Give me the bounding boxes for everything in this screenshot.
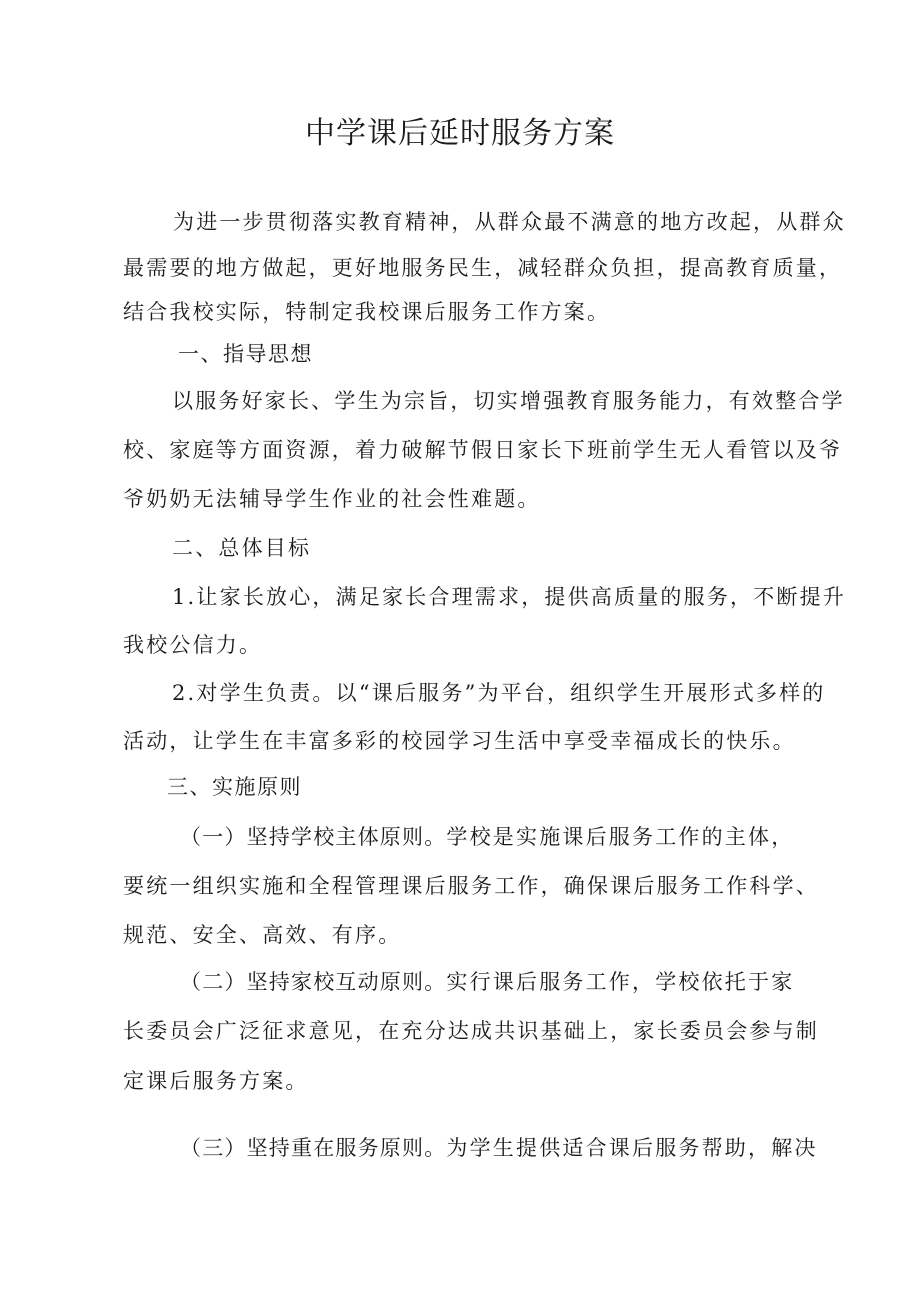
principle-1-line-3: 规范、安全、高效、有序。 bbox=[123, 923, 402, 947]
intro-line-2: 最需要的地方做起，更好地服务民生，减轻群众负担，提高教育质量， bbox=[123, 256, 843, 280]
intro-line-1: 为进一步贯彻落实教育精神，从群众最不满意的地方改起，从群众 bbox=[173, 210, 846, 234]
principle-1-text: 学校是实施课后服务工作的主体， bbox=[446, 825, 795, 849]
principle-2-heading: （二）坚持家校互动原则。 bbox=[180, 970, 447, 994]
section-1-line-2: 校、家庭等方面资源，着力破解节假日家长下班前学生无人看管以及爷 bbox=[123, 438, 843, 462]
goal-1-line-2: 我校公信力。 bbox=[123, 633, 263, 657]
goal-2-line-2: 活动，让学生在丰富多彩的校园学习生活中享受幸福成长的快乐。 bbox=[123, 729, 796, 753]
section-3-heading: 三、实施原则 bbox=[167, 775, 302, 799]
intro-line-3: 结合我校实际，特制定我校课后服务工作方案。 bbox=[123, 300, 611, 324]
principle-2-text: 实行课后服务工作，学校依托于家 bbox=[446, 970, 795, 994]
principle-3-line-1 bbox=[180, 1133, 818, 1163]
principle-3-heading: （三）坚持重在服务原则。 bbox=[180, 1136, 447, 1160]
goal-1-line-1: 1.让家长放心，满足家长合理需求，提供高质量的服务，不断提升 bbox=[172, 585, 847, 609]
principle-2-line-3: 定课后服务方案。 bbox=[123, 1069, 309, 1093]
principle-2-line-2: 长委员会广泛征求意见，在充分达成共识基础上，家长委员会参与制 bbox=[123, 1019, 819, 1043]
section-2-heading: 二、总体目标 bbox=[172, 536, 312, 560]
principle-1-line-1 bbox=[180, 822, 794, 852]
principle-2-line-1 bbox=[180, 967, 794, 997]
document-title: 中学课后延时服务方案 bbox=[305, 116, 615, 151]
goal-2-line-1: 2.对学生负责。以“课后服务”为平台，组织学生开展形式多样的 bbox=[172, 681, 826, 705]
section-1-line-1: 以服务好家长、学生为宗旨，切实增强教育服务能力，有效整合学 bbox=[172, 389, 845, 413]
section-1-line-3: 爷奶奶无法辅导学生作业的社会性难题。 bbox=[123, 487, 541, 511]
section-1-heading: 一、指导思想 bbox=[178, 342, 313, 366]
principle-1-heading: （一）坚持学校主体原则。 bbox=[180, 825, 447, 849]
principle-1-line-2: 要统一组织实施和全程管理课后服务工作，确保课后服务工作科学、 bbox=[123, 874, 819, 898]
principle-3-text: 为学生提供适合课后服务帮助，解决 bbox=[446, 1136, 818, 1160]
